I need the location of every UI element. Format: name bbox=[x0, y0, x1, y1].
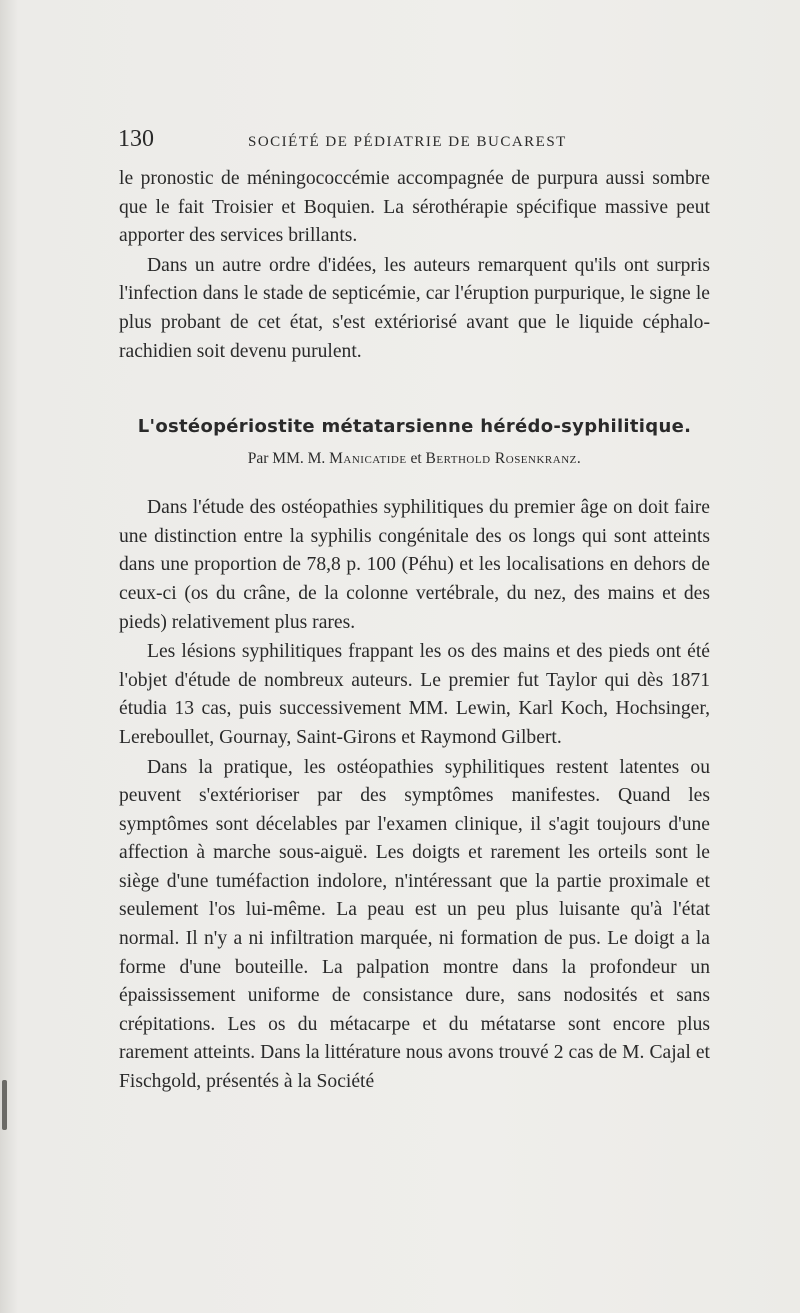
intro-paragraph-continued: le pronostic de méningococcémie accompagnée de purpura aussi sombre que le fait Troisier et Boquien. La sérothérapie spécifique massive peut apporter des services brillants. bbox=[119, 168, 710, 247]
byline-prefix: Par MM. M. bbox=[247, 450, 326, 468]
author-rosenkranz: Berthold Rosenkranz. bbox=[425, 450, 582, 468]
running-title: SOCIÉTÉ DE PÉDIATRIE DE BUCAREST bbox=[248, 134, 567, 150]
article-title: L'ostéopériostite métatarsienne hérédo-syphilitique. bbox=[137, 416, 692, 438]
intro-paragraph: Dans un autre ordre d'idées, les auteurs remarquent qu'ils ont surpris l'infection dans le stade de septicémie, car l'éruption purpurique, le signe le plus probant de cet état, s'est extériorisé avant que le liquide céphalo-rachidien soit devenu purulent. bbox=[119, 254, 710, 362]
article-paragraph: Les lésions syphilitiques frappant les os des mains et des pieds ont été l'objet d'étude de nombreux auteurs. Le premier fut Taylor qui dès 1871 étudia 13 cas, puis successivement MM. Lewin, Karl Koch, Hochsinger, Lereboullet, Gournay, Saint-Girons et Raymond Gilbert. bbox=[119, 641, 710, 748]
byline-connector: et bbox=[410, 450, 422, 468]
article-byline bbox=[119, 448, 710, 470]
page-number: 130 bbox=[118, 126, 154, 152]
article-paragraph: Dans l'étude des ostéopathies syphilitiques du premier âge on doit faire une distinction entre la syphilis congénitale des os longs qui sont atteints dans une proportion de 78,8 p. 100 (Péhu) et les localisations en dehors de ceux-ci (os du crâne, de la colonne vertébrale, du nez, des mains et des pieds) relativement plus rares. bbox=[119, 497, 710, 633]
binding-edge-mark bbox=[2, 1080, 7, 1130]
article-paragraph: Dans la pratique, les ostéopathies syphilitiques restent latentes ou peuvent s'extérioriser par des symptômes manifestes. Quand les symptômes sont décelables par l'examen clinique, il s'agit toujours d'une affection à marche sous-aiguë. Les doigts et rarement les orteils sont le siège d'une tuméfaction indolore, n'intéressant que la partie proximale et seulement l'os lui-même. La peau est un peu plus luisante qu'à l'état normal. Il n'y a ni infiltration marquée, ni formation de pus. Le doigt a la forme d'une bouteille. La palpation montre dans la profondeur un épaississement uniforme de consistance dure, sans nodosités et sans crépitations. Les os du métacarpe et du métatarse sont encore plus rarement atteints. Dans la littérature nous avons trouvé 2 cas de M. Cajal et Fischgold, présentés à la Société bbox=[119, 756, 710, 1093]
page-header bbox=[118, 126, 710, 153]
page-content bbox=[119, 165, 710, 1097]
author-manicatide: Manicatide bbox=[329, 450, 407, 468]
article-body bbox=[119, 494, 710, 1096]
